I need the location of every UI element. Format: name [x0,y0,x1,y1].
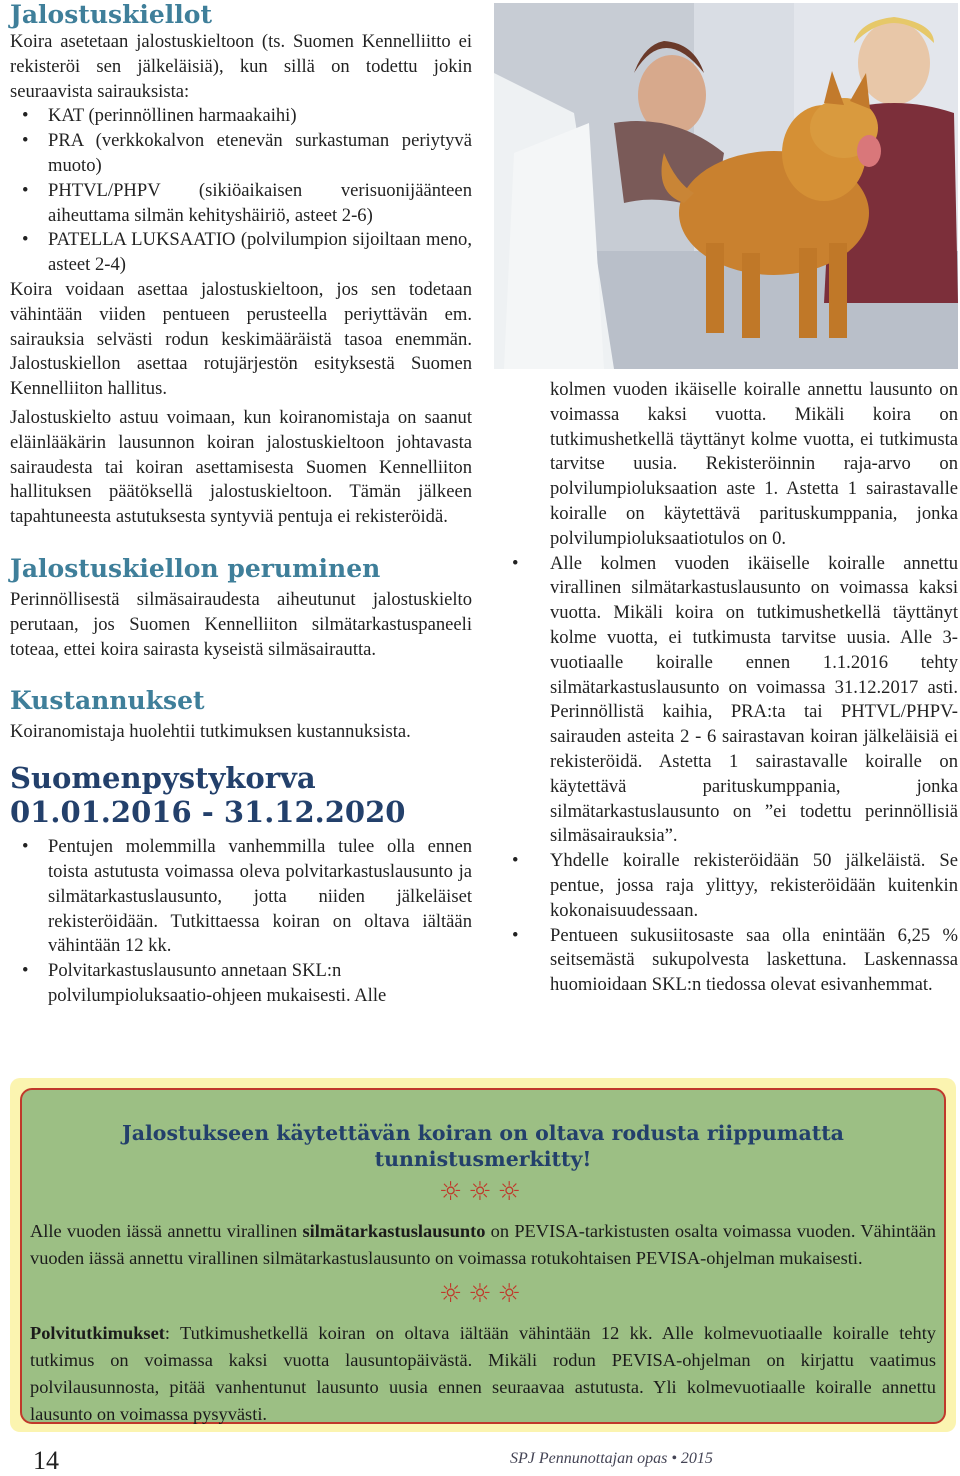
breed-rules-list [10,835,472,1009]
section-title-jalostuskiellot: Jalostuskiellot [10,0,213,29]
info-paragraph-eye [30,1218,936,1272]
photo-illustration [494,3,958,369]
list-item: • PHTVL/PHPV (sikiöaikaisen verisuonijäänteen aiheuttama silmän kehityshäiriö, asteet 2-6) [10,179,472,229]
section-title-kustannukset: Kustannukset [10,686,205,716]
info-paragraph-knee [30,1320,936,1428]
info-text: : Tutkimushetkellä koiran on oltava iältään vähintään 12 kk. Alle kolmevuotiaalle koiralle tehty tutkimus on voimassa kaksi vuotta lausuntopäivästä. Mikäli rodun PEVISA-ohjelman on kirjattu vaatimus polvilausunnosta, pitää vanhentunut lausunto uusia ennen seuraavaa astutusta. Yli kolmevuotiaalle koiralle annettu lausunto on voimassa pysyvästi. [30,1323,936,1424]
list-item: • PATELLA LUKSAATIO (polvilumpion sijoiltaan meno, asteet 2-4) [10,228,472,278]
info-box [10,1078,956,1432]
section-title-peruminen: Jalostuskiellon peruminen [10,553,381,583]
info-box-inner [20,1088,946,1424]
info-bold-text: silmätarkastuslausunto [302,1221,486,1241]
paragraph: Perinnöllisestä silmäsairaudesta aiheutunut jalostuskielto perutaan, jos Suomen Kennelliiton silmätarkastuspaneeli toteaa, ettei koira sairasta kyseistä silmäsairautta. [10,588,472,660]
list-item: • KAT (perinnöllinen harmaakaihi) [10,104,472,129]
info-text: on PEVISA-tarkistusten osalta voimassa vuoden. Vähintään vuoden iässä annettu virallinen silmätarkastuslausunto on voimassa rotukohtaisen PEVISA-ohjelman mukaisesti. [30,1221,936,1268]
sun-separator: ☼☼☼ [439,1177,527,1207]
list-item: • Pentueen sukusiitosaste saa olla enintään 6,25 % seitsemästä sukupolvesta laskettuna. Laskennassa huomioidaan SKL:n tiedossa olevat esivanhemmat. [550,924,958,998]
list-item: • PRA (verkkokalvon etenevän surkastuman periytyvä muoto) [10,129,472,179]
page-number: 14 [33,1446,59,1475]
eye-rules-list [550,552,958,998]
info-bold-text: Polvitutkimukset [30,1323,165,1343]
paragraph: Koiranomistaja huolehtii tutkimuksen kustannuksista. [10,721,411,743]
list-item: • Polvitarkastuslausunto annetaan SKL:n polvilumpioluksaatio-ohjeen mukaisesti. Alle [10,959,472,1009]
left-column [10,0,472,1009]
photo-dog-examination [494,3,958,369]
paragraph: Koira voidaan asettaa jalostuskieltoon, jos sen todetaan vähintään viiden pentueen perusteella periyttävän em. sairauksia selvästi rodun keskimääräistä tasoa enemmän. Jalostuskiellon asettaa rotujärjestön esityksestä Suomen Kennelliiton hallitus. [10,278,472,400]
list-item: • Alle kolmen vuoden ikäiselle koiralle annettu virallinen silmätarkastuslausunto on voimassa kaksi vuotta. Mikäli koira on tutkimushetkellä täyttänyt kolme vuotta, ei tutkimusta tarvitse uusia. Alle 3-vuotiaalle koiralle ennen 1.1.2016 tehty silmätarkastuslausunto on voimassa 31.12.2017 asti. Perinnöllistä kaihia, PRA:ta tai PHTVL/PHPV-sairauden asteita 2 - 6 sairastavan koiran jälkeläisiä ei rekisteröidä. Astetta 1 sairastavalle koiralle on käytettävä parituskumppania, jonka silmätarkastuslausunto on ”ei todettu perinnöllisiä silmäsairauksia”. [550,552,958,850]
sun-separator: ☼☼☼ [439,1279,527,1309]
paragraph: Jalostuskielto astuu voimaan, kun koiranomistaja on saanut eläinlääkärin lausunnon koiran jalostuskieltoon johtavasta sairaudesta tai koiran asettamisesta Suomen Kennelliiton hallituksen päätöksellä jalostuskieltoon. Tämän jälkeen tapahtuneesta astutuksesta syntyviä pentuja ei rekisteröidä. [10,406,472,528]
intro-paragraph: Koira asetetaan jalostuskieltoon (ts. Suomen Kennelliitto ei rekisteröi sen jälkeläisiä), kun sillä on todettu jokin seuraavista sairauksista: [10,31,472,102]
publication-footer: SPJ Pennunottajan opas • 2015 [510,1450,713,1467]
right-column [512,378,958,998]
list-item: • Pentujen molemmilla vanhemmilla tulee olla ennen toista astutusta voimassa oleva polvitarkastuslausunto ja silmätarkastuslausunto, jotta niiden jälkeläiset rekisteröidään. Tutkittaessa koiran on oltava iältään vähintään 12 kk. [10,835,472,959]
list-item: • Yhdelle koiralle rekisteröidään 50 jälkeläistä. Se pentue, jossa raja ylittyy, rekisteröidään kuitenkin kokonaisuudessaan. [550,849,958,923]
disease-list [10,104,472,278]
paragraph: kolmen vuoden ikäiselle koiralle annettu lausunto on voimassa kaksi vuotta. Mikäli koira on tutkimushetkellä täyttänyt kolme vuotta, ei tutkimusta tarvitse uusia. Rekisteröinnin raja-arvo on polvilumpioluksaation aste 1. Astetta 1 sairastavalle koiralle on käytettävä parituskumppania, jonka polvilumpioluksaatiotulos on 0. [550,379,958,549]
section-title-suomenpystykorva: Suomenpystykorva 01.01.2016 - 31.12.2020 [10,761,406,830]
info-box-title: Jalostukseen käytettävän koiran on oltava rodusta riippumatta tunnistusmerkitty! [122,1121,844,1171]
info-text: Alle vuoden iässä annettu virallinen [30,1221,303,1241]
